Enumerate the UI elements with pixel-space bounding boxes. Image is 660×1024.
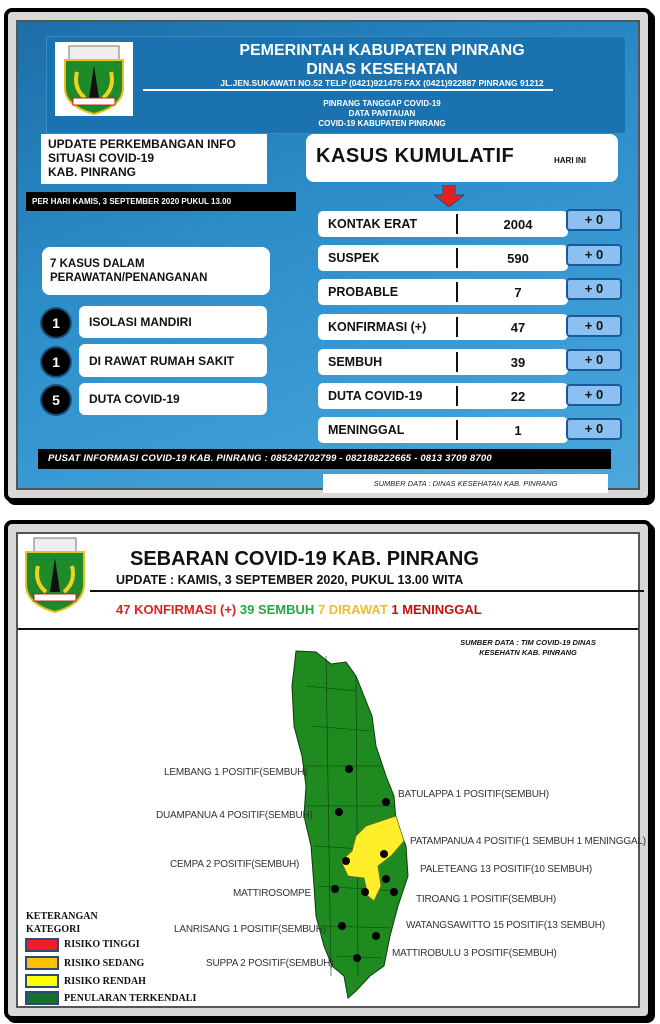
down-arrow-icon xyxy=(434,185,464,212)
date-bar: PER HARI KAMIS, 3 SEPTEMBER 2020 PUKUL 13.00 xyxy=(26,192,296,211)
label-mattirosompe: MATTIROSOMPE xyxy=(233,888,311,899)
legend-label-sedang: RISIKO SEDANG xyxy=(64,958,145,969)
legend-label-rendah: RISIKO RENDAH xyxy=(64,976,146,987)
map-title: SEBARAN COVID-19 KAB. PINRANG xyxy=(130,548,479,570)
today-meninggal: + 0 xyxy=(566,418,622,440)
row-value: 7 xyxy=(514,285,522,300)
isolasi-label: ISOLASI MANDIRI xyxy=(79,306,267,338)
summary-divider xyxy=(18,628,638,630)
label-tiroang: TIROANG 1 POSITIF(SEMBUH) xyxy=(416,894,557,905)
legend-label-tinggi: RISIKO TINGGI xyxy=(64,939,140,950)
label-duampanua: DUAMPANUA 4 POSITIF(SEMBUH) xyxy=(156,810,313,821)
row-sembuh xyxy=(318,349,568,375)
label-paleteang: PALETEANG 13 POSITIF(10 SEMBUH) xyxy=(420,864,592,875)
case-summary-line xyxy=(116,602,482,617)
row-label: MENINGGAL xyxy=(328,423,405,437)
dept-title: DINAS KESEHATAN xyxy=(306,61,458,78)
source-box: SUMBER DATA : DINAS KESEHATAN KAB. PINRANG xyxy=(323,474,608,493)
update-line-1: UPDATE PERKEMBANGAN INFO xyxy=(48,137,236,151)
today-duta: + 0 xyxy=(566,384,622,406)
legend-title-2: KATEGORI xyxy=(26,924,81,935)
update-line-2: SITUASI COVID-19 xyxy=(48,151,155,165)
top-infographic xyxy=(16,20,640,490)
summary-dirawat: 7 DIRAWAT xyxy=(317,602,388,617)
row-value: 1 xyxy=(514,423,522,438)
header-banner xyxy=(46,36,626,134)
row-value: 590 xyxy=(507,251,529,266)
cumulative-header xyxy=(306,134,618,182)
rumah-sakit-count: 1 xyxy=(42,348,70,376)
address: JL.JEN.SUKAWATI NO.52 TELP (0421)921475 FAX (0421)922887 PINRANG 91212 xyxy=(220,78,544,88)
label-lanrisang: LANRISANG 1 POSITIF(SEMBUH) xyxy=(174,924,326,935)
row-label: KONTAK ERAT xyxy=(328,217,418,231)
gov-title: PEMERINTAH KABUPATEN PINRANG xyxy=(239,42,525,59)
row-probable xyxy=(318,279,568,305)
map-update: UPDATE : KAMIS, 3 SEPTEMBER 2020, PUKUL 13.00 WITA xyxy=(116,573,464,587)
label-watangsawitto: WATANGSAWITTO 15 POSITIF(13 SEMBUH) xyxy=(406,920,605,931)
summary-meninggal: 1 MENINGGAL xyxy=(391,602,482,617)
legend-swatch-orange xyxy=(25,956,59,970)
row-suspek xyxy=(318,245,568,271)
care-summary-box xyxy=(42,247,270,295)
info-hotline-bar: PUSAT INFORMASI COVID-19 KAB. PINRANG : 085242702799 - 082188222665 - 0813 3709 8700 xyxy=(38,449,611,469)
summary-sembuh: 39 SEMBUH xyxy=(239,602,315,617)
header-divider xyxy=(143,89,553,91)
cumulative-title: KASUS KUMULATIF xyxy=(316,145,515,167)
today-label: HARI INI xyxy=(554,156,586,165)
title-divider xyxy=(90,590,644,592)
top-infographic-frame xyxy=(4,8,652,502)
today-konfirmasi: + 0 xyxy=(566,315,622,337)
map-infographic xyxy=(16,532,646,1008)
row-value: 47 xyxy=(510,320,526,335)
row-duta xyxy=(318,383,568,409)
today-probable: + 0 xyxy=(566,278,622,300)
label-patampanua: PATAMPANUA 4 POSITIF(1 SEMBUH 1 MENINGGAL) xyxy=(410,836,646,847)
row-label: DUTA COVID-19 xyxy=(328,389,423,403)
legend-title-1: KETERANGAN xyxy=(26,911,98,922)
legend-swatch-red xyxy=(25,938,59,952)
row-label: PROBABLE xyxy=(328,285,399,299)
row-label: SEMBUH xyxy=(328,355,383,369)
legend-label-terkendali: PENULARAN TERKENDALI xyxy=(64,993,197,1004)
sub-title-3: COVID-19 KABUPATEN PINRANG xyxy=(318,119,446,128)
label-batulappa: BATULAPPA 1 POSITIF(SEMBUH) xyxy=(398,789,549,800)
row-value: 2004 xyxy=(503,217,533,232)
row-value: 39 xyxy=(510,355,526,370)
row-label: KONFIRMASI (+) xyxy=(328,320,427,334)
today-kontak-erat: + 0 xyxy=(566,209,622,231)
update-info-box xyxy=(41,134,267,184)
summary-konfirmasi: 47 KONFIRMASI (+) xyxy=(116,602,237,617)
label-cempa: CEMPA 2 POSITIF(SEMBUH) xyxy=(170,859,300,870)
emblem-logo-icon xyxy=(55,42,133,116)
legend-swatch-green xyxy=(25,991,59,1005)
today-suspek: + 0 xyxy=(566,244,622,266)
label-lembang: LEMBANG 1 POSITIF(SEMBUH) xyxy=(164,767,308,778)
bottom-map-frame xyxy=(4,520,652,1020)
map-source-line-2: KESEHATN KAB. PINRANG xyxy=(479,648,577,657)
map-source-line-1: SUMBER DATA : TIM COVID-19 DINAS xyxy=(460,638,596,647)
care-line-1: 7 KASUS DALAM xyxy=(50,258,145,270)
rumah-sakit-label: DI RAWAT RUMAH SAKIT xyxy=(79,344,267,377)
today-sembuh: + 0 xyxy=(566,349,622,371)
sub-title-2: DATA PANTAUAN xyxy=(348,109,416,118)
legend-swatch-yellow xyxy=(25,974,59,988)
update-line-3: KAB. PINRANG xyxy=(48,165,137,179)
emblem-logo-icon xyxy=(20,536,90,614)
care-line-2: PERAWATAN/PENANGANAN xyxy=(50,272,208,284)
row-label: SUSPEK xyxy=(328,251,380,265)
row-value: 22 xyxy=(510,389,526,404)
row-meninggal xyxy=(318,417,568,443)
duta-count: 5 xyxy=(42,386,70,414)
sub-title-1: PINRANG TANGGAP COVID-19 xyxy=(323,99,441,108)
row-konfirmasi xyxy=(318,314,568,340)
duta-label: DUTA COVID-19 xyxy=(79,383,267,415)
map-source xyxy=(428,638,628,658)
label-suppa: SUPPA 2 POSITIF(SEMBUH) xyxy=(206,958,334,969)
isolasi-count: 1 xyxy=(42,309,70,337)
label-mattirobulu: MATTIROBULU 3 POSITIF(SEMBUH) xyxy=(392,948,557,959)
row-kontak-erat xyxy=(318,211,568,237)
